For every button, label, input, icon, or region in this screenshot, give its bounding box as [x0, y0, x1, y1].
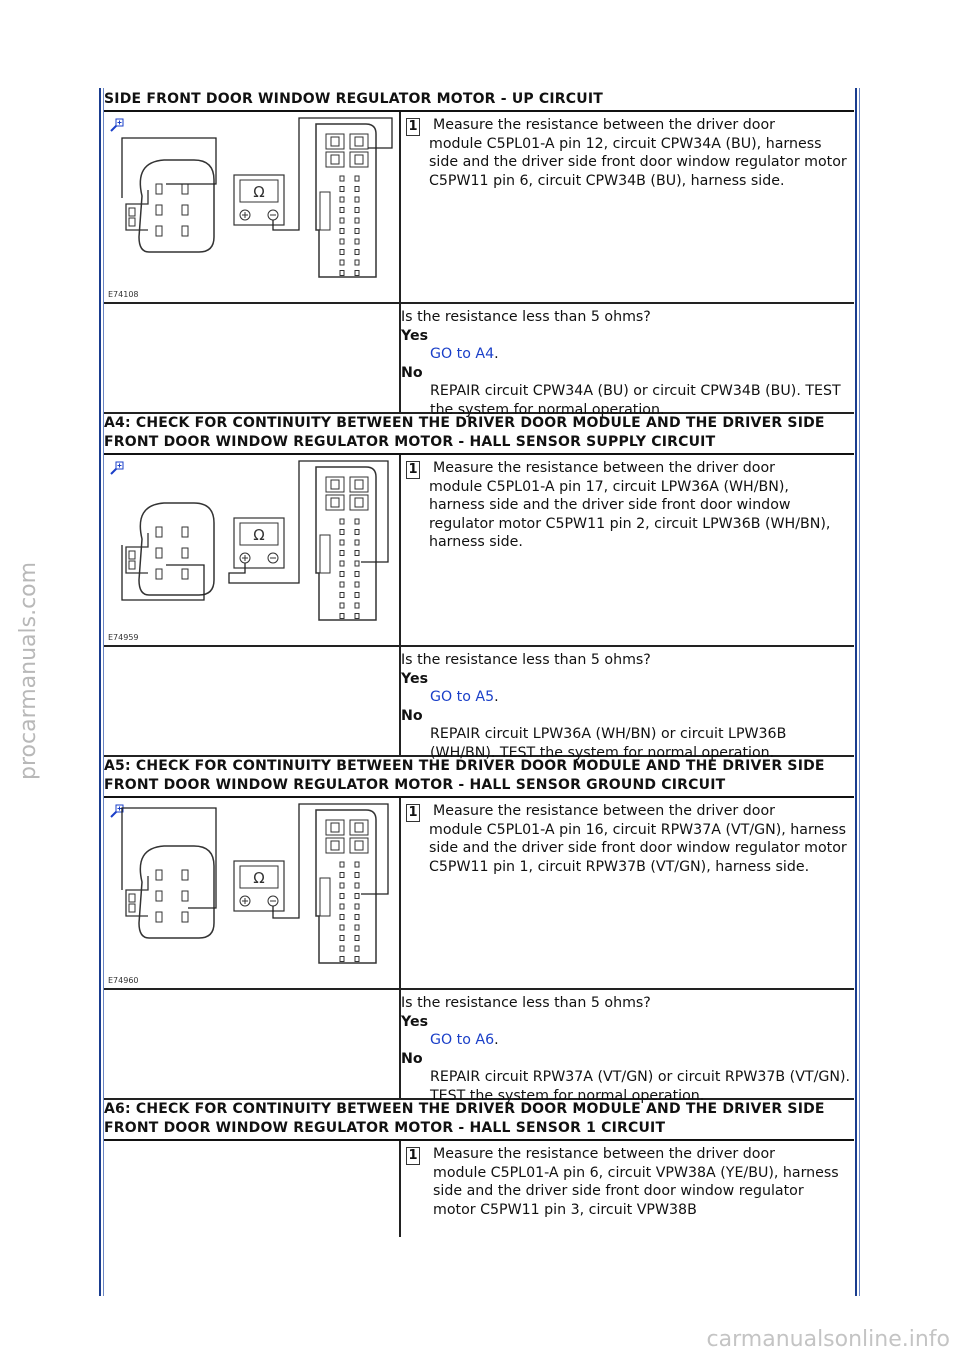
module-pin — [340, 540, 344, 545]
module-pin — [355, 271, 359, 276]
module-pin — [340, 946, 344, 951]
connector-pin — [156, 184, 162, 194]
question-text: Is the resistance less than 5 ohms? — [401, 652, 651, 668]
connector-pin — [182, 912, 188, 922]
module-pin — [355, 862, 359, 867]
module-pin — [355, 197, 359, 202]
module-pin — [355, 904, 359, 909]
instruction-cell — [401, 798, 854, 988]
no-label: No — [401, 364, 423, 381]
step-question-row — [104, 304, 854, 418]
instruction-cell — [401, 112, 854, 302]
left-frame-line — [99, 88, 101, 1296]
module-pin — [355, 873, 359, 878]
wiring-diagram — [104, 112, 399, 302]
step-number: 1 — [406, 461, 420, 479]
module-pin — [355, 925, 359, 930]
instruction-first-line: Measure the resistance between the driver door — [433, 117, 775, 133]
module-pin — [340, 936, 344, 941]
module-pin — [340, 572, 344, 577]
module-pin — [340, 873, 344, 878]
connector-pin — [182, 205, 188, 215]
figure-label: E74959 — [108, 633, 139, 642]
module-pin — [355, 936, 359, 941]
module-pin — [340, 250, 344, 255]
module-pin — [355, 551, 359, 556]
empty-cell — [104, 647, 401, 755]
module-pin — [355, 530, 359, 535]
module-pin — [355, 218, 359, 223]
module-pin — [340, 229, 344, 234]
module-pin — [340, 530, 344, 535]
module-pin — [355, 946, 359, 951]
connector-pin — [156, 569, 162, 579]
module-pin — [355, 883, 359, 888]
svg-text:Ω: Ω — [253, 183, 265, 201]
module-pin — [340, 551, 344, 556]
yes-label: Yes — [401, 1013, 429, 1030]
instruction-text: module C5PL01-A pin 17, circuit LPW36A (WH/BN), harness side and the driver side front door window regulator motor C5PW11 pin 2, circuit LPW36B (WH/BN), harness side. — [429, 478, 831, 550]
instruction-text: module C5PL01-A pin 12, circuit CPW34A (BU), harness side and the driver side front door window regulator motor C5PW11 pin 6, circuit CPW34B (BU), harness side. — [429, 135, 847, 189]
module-pin — [340, 614, 344, 619]
module-pin — [340, 239, 344, 244]
figure-cell — [104, 112, 401, 302]
connector-pin — [156, 912, 162, 922]
step-question-row — [104, 647, 854, 761]
module-pin — [355, 957, 359, 962]
yes-label: Yes — [401, 327, 429, 344]
module-pin — [340, 957, 344, 962]
module-pin — [340, 187, 344, 192]
svg-text:Ω: Ω — [253, 526, 265, 544]
figure-cell — [104, 798, 401, 988]
module-pin — [355, 540, 359, 545]
module-pin — [355, 208, 359, 213]
module-connector-icon — [316, 467, 376, 620]
module-pin — [340, 603, 344, 608]
connector-pin — [182, 891, 188, 901]
wiring-diagram — [104, 455, 399, 645]
step-question-row — [104, 990, 854, 1104]
instruction-first-line: Measure the resistance between the driver door — [433, 803, 775, 819]
figure-label: E74108 — [108, 290, 139, 299]
module-pin — [340, 519, 344, 524]
question-text: Is the resistance less than 5 ohms? — [401, 995, 651, 1011]
connector-pin — [156, 205, 162, 215]
instruction-text: module C5PL01-A pin 6, circuit VPW38A (YE/BU), harness side and the driver side front door window regulator motor C5PW11 pin 3, circuit VPW38B — [433, 1164, 839, 1218]
step-image-row — [104, 798, 854, 990]
go-to-link[interactable]: GO to A6 — [430, 1032, 495, 1048]
connector-pin — [156, 870, 162, 880]
svg-text:Ω: Ω — [253, 869, 265, 887]
module-pin — [340, 862, 344, 867]
section-header-4: A4: CHECK FOR CONTINUITY BETWEEN THE DRIVER DOOR MODULE AND THE DRIVER SIDE FRONT DOOR WINDOW REGULATOR MOTOR - HALL SENSOR SUPPLY CIRCUIT — [104, 414, 854, 455]
step-row-a6 — [104, 1141, 854, 1237]
module-pin — [355, 176, 359, 181]
motor-connector-icon — [126, 160, 214, 252]
module-pin — [340, 915, 344, 920]
module-pin — [340, 904, 344, 909]
repair-instruction: REPAIR circuit CPW34A (BU) or circuit CPW34B (BU). TEST the system for normal operation. — [430, 383, 841, 418]
module-pin — [355, 229, 359, 234]
module-pin — [340, 260, 344, 265]
connector-pin — [156, 527, 162, 537]
step-number: 1 — [406, 1147, 420, 1165]
module-pin — [355, 614, 359, 619]
figure-cell-a6 — [104, 1141, 401, 1237]
module-pin — [355, 603, 359, 608]
module-pin — [340, 271, 344, 276]
no-label: No — [401, 1050, 423, 1067]
right-frame-line — [855, 88, 857, 1296]
module-pin — [340, 593, 344, 598]
module-pin — [340, 176, 344, 181]
go-to-link[interactable]: GO to A5 — [430, 689, 495, 705]
question-cell: Is the resistance less than 5 ohms? Yes GO to A4. No REPAIR circuit CPW34A (BU) or circuit CPW34B (BU). TEST the system for normal operation. — [401, 304, 854, 412]
module-pin — [340, 208, 344, 213]
connector-pin — [182, 226, 188, 236]
repair-instruction: REPAIR circuit RPW37A (VT/GN) or circuit RPW37B (VT/GN). TEST the system for normal operation. — [430, 1069, 851, 1104]
question-text: Is the resistance less than 5 ohms? — [401, 309, 651, 325]
question-cell: Is the resistance less than 5 ohms? Yes GO to A5. No REPAIR circuit LPW36A (WH/BN) or circuit LPW36B (WH/BN). TEST the system for normal operation. — [401, 647, 854, 755]
no-label: No — [401, 707, 423, 724]
instruction-text: module C5PL01-A pin 16, circuit RPW37A (VT/GN), harness side and the driver side front door window regulator motor C5PW11 pin 1, circuit RPW37B (VT/GN), harness side. — [429, 821, 847, 875]
module-pin — [340, 561, 344, 566]
ohmmeter-icon — [234, 861, 284, 911]
module-connector-icon — [316, 124, 376, 277]
question-cell: Is the resistance less than 5 ohms? Yes GO to A6. No REPAIR circuit RPW37A (VT/GN) or circuit RPW37B (VT/GN). TEST the system for normal operation. — [401, 990, 854, 1098]
right-frame-line-outer — [859, 88, 860, 1296]
module-pin — [340, 883, 344, 888]
module-pin — [355, 894, 359, 899]
module-pin — [355, 187, 359, 192]
section-header-a3: SIDE FRONT DOOR WINDOW REGULATOR MOTOR - UP CIRCUIT — [104, 90, 854, 112]
connector-pin — [182, 184, 188, 194]
module-connector-icon — [316, 810, 376, 963]
module-pin — [340, 925, 344, 930]
motor-connector-icon — [126, 503, 214, 595]
connector-pin — [156, 891, 162, 901]
module-pin — [355, 582, 359, 587]
section-header-a6: A6: CHECK FOR CONTINUITY BETWEEN THE DRIVER DOOR MODULE AND THE DRIVER SIDE FRONT DOOR WINDOW REGULATOR MOTOR - HALL SENSOR 1 CIRCUIT — [104, 1100, 854, 1141]
module-pin — [355, 250, 359, 255]
empty-cell — [104, 304, 401, 412]
figure-label: E74960 — [108, 976, 139, 985]
module-pin — [355, 519, 359, 524]
connector-pin — [182, 870, 188, 880]
yes-label: Yes — [401, 670, 429, 687]
instruction-first-line: Measure the resistance between the driver door — [433, 1146, 775, 1162]
instruction-cell — [401, 455, 854, 645]
module-pin — [340, 582, 344, 587]
module-pin — [355, 561, 359, 566]
step-number: 1 — [406, 118, 420, 136]
instruction-cell-a6 — [401, 1141, 854, 1237]
procedure-table — [104, 90, 854, 1237]
module-pin — [355, 239, 359, 244]
connector-pin — [156, 226, 162, 236]
module-pin — [355, 572, 359, 577]
side-watermark: procarmanuals.com — [16, 561, 41, 780]
bottom-watermark: carmanualsonline.info — [706, 1327, 950, 1352]
ohmmeter-icon — [234, 175, 284, 225]
step-image-row — [104, 455, 854, 647]
connector-pin — [156, 548, 162, 558]
connector-pin — [182, 527, 188, 537]
module-pin — [355, 593, 359, 598]
connector-pin — [182, 548, 188, 558]
module-pin — [340, 894, 344, 899]
empty-cell — [104, 990, 401, 1098]
wiring-diagram — [104, 798, 399, 988]
figure-cell — [104, 455, 401, 645]
step-number: 1 — [406, 804, 420, 822]
instruction-first-line: Measure the resistance between the driver door — [433, 460, 775, 476]
module-pin — [355, 915, 359, 920]
section-header-5: A5: CHECK FOR CONTINUITY BETWEEN THE DRIVER DOOR MODULE AND THE DRIVER SIDE FRONT DOOR WINDOW REGULATOR MOTOR - HALL SENSOR GROUND CIRCUIT — [104, 757, 854, 798]
go-to-link[interactable]: GO to A4 — [430, 346, 495, 362]
connector-pin — [182, 569, 188, 579]
module-pin — [355, 260, 359, 265]
module-pin — [340, 197, 344, 202]
motor-connector-icon — [126, 846, 214, 938]
module-pin — [340, 218, 344, 223]
step-image-row — [104, 112, 854, 304]
repair-instruction: REPAIR circuit LPW36A (WH/BN) or circuit LPW36B (WH/BN). TEST the system for normal operation. — [430, 726, 787, 761]
ohmmeter-icon — [234, 518, 284, 568]
steps-container — [104, 112, 854, 1104]
